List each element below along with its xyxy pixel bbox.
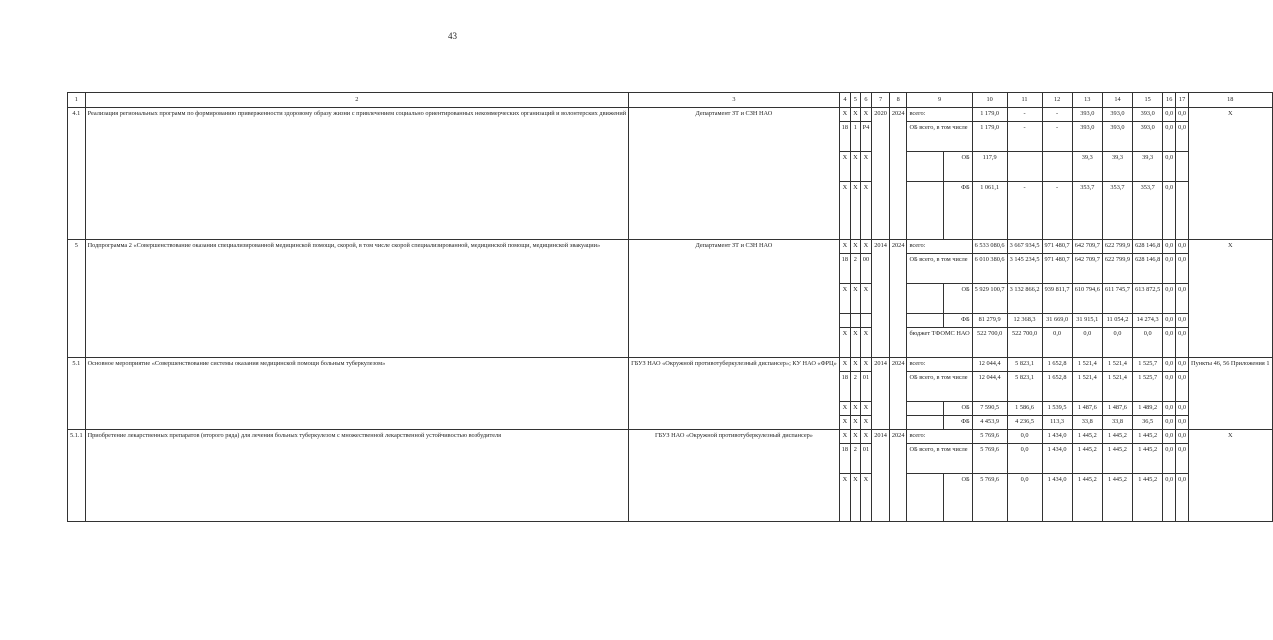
amount-v12: 939 811,7 [1042,284,1072,314]
code-admin: Х [839,284,850,314]
amount-v11: 0,0 [1007,444,1042,474]
amount-v15: 1 445,2 [1133,474,1163,522]
funding-sub-source: ФБ [944,314,972,328]
code-admin [839,314,850,328]
funding-source-indent [907,284,944,314]
amount-v11 [1007,152,1042,182]
amount-v14: 393,0 [1102,122,1132,152]
amount-v11: 3 132 866,2 [1007,284,1042,314]
funding-source: ОБ всего, в том числе [907,444,972,474]
table-row [68,108,1273,122]
amount-v14: 11 054,2 [1102,314,1132,328]
code-target: 01 [860,372,872,402]
amount-v11: 5 823,1 [1007,358,1042,372]
amount-v12: 1 434,0 [1042,474,1072,522]
funding-source-indent [907,314,944,328]
amount-v12: 1 539,5 [1042,402,1072,416]
amount-v16: 0,0 [1163,372,1176,402]
item-name: Основное мероприятие «Совершенствование системы оказания медицинской помощи больным туберкулезом» [85,358,629,430]
funding-source-indent [907,402,944,416]
code-target: 01 [860,444,872,474]
amount-v10: 1 179,0 [972,108,1007,122]
amount-v10: 6 533 080,6 [972,240,1007,254]
item-name: Подпрограмма 2 «Совершенствование оказания специализированной медицинской помощи, скорой, в том числе скорой специализированной, медицинской помощи, медицинской эвакуации» [85,240,629,358]
code-section: Х [851,430,861,444]
amount-v11: 0,0 [1007,474,1042,522]
start-year: 2014 [872,358,890,430]
code-section [851,314,861,328]
amount-v14: 622 799,9 [1102,254,1132,284]
amount-v10: 6 010 380,6 [972,254,1007,284]
amount-v10: 5 769,6 [972,430,1007,444]
amount-v10: 522 700,0 [972,328,1007,358]
amount-v10: 4 453,9 [972,416,1007,430]
amount-v10: 7 590,5 [972,402,1007,416]
amount-v16: 0,0 [1163,240,1176,254]
amount-v15: 0,0 [1133,328,1163,358]
code-admin: Х [839,474,850,522]
end-year: 2024 [889,430,907,522]
amount-v12: - [1042,122,1072,152]
code-section: Х [851,284,861,314]
amount-v13: 1 487,6 [1072,402,1102,416]
amount-v13: 642 709,7 [1072,254,1102,284]
amount-v12: - [1042,108,1072,122]
item-number: 5 [68,240,86,358]
funding-sub-source: ОБ [944,402,972,416]
amount-v16: 0,0 [1163,358,1176,372]
end-year: 2024 [889,358,907,430]
funding-source-indent [907,182,944,240]
amount-v12: 31 669,0 [1042,314,1072,328]
amount-v13: 39,3 [1072,152,1102,182]
code-target: Х [860,474,872,522]
column-number: 11 [1007,93,1042,108]
amount-v17: 0,0 [1176,254,1189,284]
funding-source: бюджет ТФОМС НАО [907,328,972,358]
amount-v14: 353,7 [1102,182,1132,240]
column-number: 12 [1042,93,1072,108]
funding-source-indent [907,152,944,182]
code-admin: 18 [839,122,850,152]
column-number: 2 [85,93,629,108]
amount-v17: 0,0 [1176,122,1189,152]
amount-v11: 4 236,5 [1007,416,1042,430]
amount-v16: 0,0 [1163,284,1176,314]
amount-v16: 0,0 [1163,108,1176,122]
code-section: Х [851,108,861,122]
code-admin: Х [839,402,850,416]
amount-v12: 1 434,0 [1042,430,1072,444]
amount-v15: 39,3 [1133,152,1163,182]
amount-v12: 1 652,8 [1042,372,1072,402]
column-number: 10 [972,93,1007,108]
code-section: 2 [851,254,861,284]
table-row [68,430,1273,444]
column-number: 1 [68,93,86,108]
code-admin: 18 [839,444,850,474]
amount-v10: 117,9 [972,152,1007,182]
amount-v14: 1 445,2 [1102,444,1132,474]
table-header-row [68,93,1273,108]
item-name: Приобретение лекарственных препаратов (второго ряда) для лечения больных туберкулезом с множественной лекарственной устойчивостью возбудителя [85,430,629,522]
item-number: 5.1 [68,358,86,430]
code-admin: Х [839,152,850,182]
funding-source: всего: [907,108,972,122]
column-number: 5 [851,93,861,108]
amount-v12: 0,0 [1042,328,1072,358]
amount-v10: 1 179,0 [972,122,1007,152]
amount-v15: 353,7 [1133,182,1163,240]
item-number: 4.1 [68,108,86,240]
amount-v15: 1 525,7 [1133,372,1163,402]
amount-v10: 5 769,6 [972,474,1007,522]
column-number: 8 [889,93,907,108]
amount-v14: 1 445,2 [1102,430,1132,444]
code-target: Х [860,284,872,314]
note: Пункты 46, 56 Приложения 1 [1189,358,1273,430]
amount-v13: 393,0 [1072,108,1102,122]
amount-v16: 0,0 [1163,182,1176,240]
code-target: Х [860,182,872,240]
amount-v13: 0,0 [1072,328,1102,358]
budget-table [67,92,1273,522]
amount-v14: 1 521,4 [1102,372,1132,402]
amount-v17: 0,0 [1176,240,1189,254]
amount-v17: 0,0 [1176,358,1189,372]
code-target: Х [860,402,872,416]
executor: Департамент ЗТ и СЗН НАО [629,240,840,358]
code-target: Р4 [860,122,872,152]
amount-v13: 1 445,2 [1072,430,1102,444]
column-number: 15 [1133,93,1163,108]
amount-v17: 0,0 [1176,416,1189,430]
funding-source: всего: [907,358,972,372]
column-number: 16 [1163,93,1176,108]
amount-v14: 1 445,2 [1102,474,1132,522]
item-number: 5.1.1 [68,430,86,522]
amount-v15: 1 445,2 [1133,444,1163,474]
amount-v15: 1 525,7 [1133,358,1163,372]
amount-v11: 12 368,3 [1007,314,1042,328]
funding-source-indent [907,416,944,430]
amount-v13: 610 794,6 [1072,284,1102,314]
executor: ГБУЗ НАО «Окружной противотуберкулезный диспансер»; КУ НАО «ФРЦ» [629,358,840,430]
code-admin: Х [839,182,850,240]
column-number: 4 [839,93,850,108]
amount-v17: 0,0 [1176,444,1189,474]
amount-v15: 613 872,5 [1133,284,1163,314]
amount-v15: 393,0 [1133,108,1163,122]
amount-v16: 0,0 [1163,444,1176,474]
code-target: 00 [860,254,872,284]
code-section: Х [851,328,861,358]
code-target: Х [860,108,872,122]
column-number: 6 [860,93,872,108]
amount-v11: - [1007,122,1042,152]
amount-v11: 5 823,1 [1007,372,1042,402]
note: Х [1189,240,1273,358]
amount-v12: - [1042,182,1072,240]
amount-v14: 1 487,6 [1102,402,1132,416]
amount-v10: 81 279,9 [972,314,1007,328]
executor: ГБУЗ НАО «Окружной противотуберкулезный диспансер» [629,430,840,522]
amount-v17: 0,0 [1176,284,1189,314]
amount-v11: 1 586,6 [1007,402,1042,416]
amount-v11: - [1007,182,1042,240]
amount-v15: 36,5 [1133,416,1163,430]
column-number: 13 [1072,93,1102,108]
amount-v11: - [1007,108,1042,122]
amount-v13: 353,7 [1072,182,1102,240]
amount-v16: 0,0 [1163,430,1176,444]
amount-v14: 39,3 [1102,152,1132,182]
amount-v13: 1 521,4 [1072,358,1102,372]
amount-v17: 0,0 [1176,314,1189,328]
amount-v16: 0,0 [1163,254,1176,284]
code-section: Х [851,152,861,182]
start-year: 2014 [872,240,890,358]
funding-sub-source: ФБ [944,416,972,430]
amount-v16: 0,0 [1163,314,1176,328]
amount-v13: 1 521,4 [1072,372,1102,402]
funding-source: ОБ всего, в том числе [907,372,972,402]
amount-v15: 628 146,8 [1133,240,1163,254]
amount-v17: 0,0 [1176,430,1189,444]
note: Х [1189,430,1273,522]
code-admin: Х [839,328,850,358]
funding-source: ОБ всего, в том числе [907,122,972,152]
amount-v15: 393,0 [1133,122,1163,152]
amount-v11: 3 145 234,5 [1007,254,1042,284]
amount-v16: 0,0 [1163,416,1176,430]
amount-v15: 1 489,2 [1133,402,1163,416]
amount-v12: 1 652,8 [1042,358,1072,372]
funding-source: всего: [907,430,972,444]
column-number: 3 [629,93,840,108]
amount-v13: 1 445,2 [1072,474,1102,522]
code-admin: 18 [839,372,850,402]
amount-v17: 0,0 [1176,108,1189,122]
amount-v14: 393,0 [1102,108,1132,122]
code-admin: Х [839,358,850,372]
amount-v10: 5 769,6 [972,444,1007,474]
funding-source: ОБ всего, в том числе [907,254,972,284]
code-target: Х [860,416,872,430]
amount-v14: 622 799,9 [1102,240,1132,254]
code-target: Х [860,430,872,444]
funding-source: всего: [907,240,972,254]
amount-v17 [1176,182,1189,240]
amount-v17: 0,0 [1176,474,1189,522]
code-target: Х [860,240,872,254]
amount-v12: 971 480,7 [1042,254,1072,284]
code-admin: Х [839,416,850,430]
amount-v12: 113,3 [1042,416,1072,430]
amount-v11: 0,0 [1007,430,1042,444]
funding-sub-source: ФБ [944,182,972,240]
amount-v13: 393,0 [1072,122,1102,152]
table-row [68,240,1273,254]
funding-sub-source: ОБ [944,284,972,314]
note: Х [1189,108,1273,240]
start-year: 2020 [872,108,890,240]
amount-v15: 628 146,8 [1133,254,1163,284]
column-number: 9 [907,93,972,108]
amount-v17: 0,0 [1176,328,1189,358]
code-target: Х [860,328,872,358]
amount-v14: 611 745,7 [1102,284,1132,314]
end-year: 2024 [889,240,907,358]
amount-v14: 1 521,4 [1102,358,1132,372]
code-section: Х [851,474,861,522]
column-number: 14 [1102,93,1132,108]
code-section: 1 [851,122,861,152]
amount-v14: 0,0 [1102,328,1132,358]
amount-v16: 0,0 [1163,122,1176,152]
code-admin: Х [839,108,850,122]
funding-sub-source: ОБ [944,474,972,522]
executor: Департамент ЗТ и СЗН НАО [629,108,840,240]
code-section: 2 [851,444,861,474]
code-admin: Х [839,240,850,254]
amount-v16: 0,0 [1163,474,1176,522]
amount-v10: 1 061,1 [972,182,1007,240]
amount-v12: 1 434,0 [1042,444,1072,474]
amount-v10: 12 044,4 [972,372,1007,402]
start-year: 2014 [872,430,890,522]
amount-v15: 1 445,2 [1133,430,1163,444]
amount-v15: 14 274,3 [1133,314,1163,328]
code-admin: 18 [839,254,850,284]
column-number: 18 [1189,93,1273,108]
funding-source-indent [907,474,944,522]
column-number: 7 [872,93,890,108]
amount-v12 [1042,152,1072,182]
page-number: 43 [448,31,457,41]
code-section: Х [851,416,861,430]
amount-v16: 0,0 [1163,328,1176,358]
amount-v17: 0,0 [1176,402,1189,416]
amount-v17 [1176,152,1189,182]
code-section: Х [851,358,861,372]
amount-v16: 0,0 [1163,152,1176,182]
amount-v12: 971 480,7 [1042,240,1072,254]
amount-v11: 522 700,0 [1007,328,1042,358]
code-target [860,314,872,328]
amount-v10: 12 044,4 [972,358,1007,372]
code-admin: Х [839,430,850,444]
amount-v17: 0,0 [1176,372,1189,402]
code-section: Х [851,182,861,240]
end-year: 2024 [889,108,907,240]
amount-v13: 642 709,7 [1072,240,1102,254]
amount-v14: 33,8 [1102,416,1132,430]
amount-v16: 0,0 [1163,402,1176,416]
code-section: Х [851,402,861,416]
amount-v13: 1 445,2 [1072,444,1102,474]
table-row [68,358,1273,372]
item-name: Реализация региональных программ по формированию приверженности здоровому образу жизни с привлечением социально ориентированных некоммерческих организаций и волонтерских движений [85,108,629,240]
funding-sub-source: ОБ [944,152,972,182]
column-number: 17 [1176,93,1189,108]
amount-v13: 33,8 [1072,416,1102,430]
code-section: 2 [851,372,861,402]
amount-v13: 31 915,1 [1072,314,1102,328]
amount-v10: 5 929 100,7 [972,284,1007,314]
code-target: Х [860,358,872,372]
amount-v11: 3 667 934,5 [1007,240,1042,254]
code-target: Х [860,152,872,182]
code-section: Х [851,240,861,254]
